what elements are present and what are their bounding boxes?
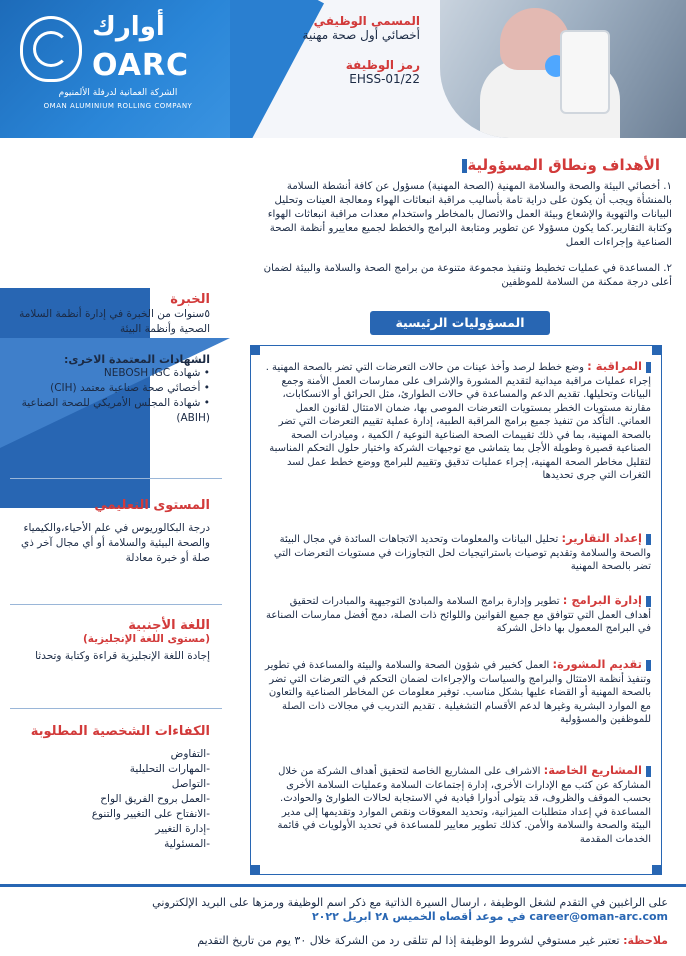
education-section — [0, 498, 210, 566]
job-title-value: أخصائي أول صحة مهنية — [302, 28, 420, 42]
goal-item-2: ٢. المساعدة في عمليات تخطيط وتنفيذ مجموعة متنوعة من برامج الصحة والسلامة والبيئة لضمان أعلى درجة ممكنة من السلامة للموظفين — [263, 263, 672, 288]
goals-section — [0, 138, 686, 288]
job-code-label: رمز الوظيفة — [345, 58, 420, 72]
corner-mark — [652, 865, 662, 875]
resp-item-advice: تقديم المشورة: العمل كخبير في شؤون الصحة والسلامة والبيئة والمساعدة في تطوير وتنفيذ أنظمة الامتثال والبرامج والسياسات والإجراءات لضمان التحكم في التعرضات التي تضر بالصحة المهنية أو القضاء عليها بشكل مناسب. توفير معلومات عن المخاطر الصناعية والتعاون مع الموارد البشرية وغيرها لدعم الأقسام التشغيلية . تقديم التدريب في مجالات ذات الصلة للموظفين والمسؤولية — [265, 657, 651, 725]
divider — [10, 604, 222, 605]
goals-title: الأهداف ونطاق المسؤولية — [456, 156, 660, 174]
cert-item: • شهادة NEBOSH IGC — [103, 367, 210, 379]
item-marker-icon — [646, 766, 651, 777]
corner-mark — [652, 345, 662, 355]
skills-section — [0, 724, 210, 852]
resp-item-projects: المشاريع الخاصة: الاشراف على المشاريع الخاصة لتحقيق أهداف الشركة من خلال المشاركة عن كثب مع الإدارات الأخرى، إدارة إجتماعات السلامة وعمليات السلامة الأخرى بحسب الموقف والظروف، قد يتولى أدوارا قيادية في الاستجابة لحالات الطوارئ والحوادث. المساعدة في إعداد متطلبات الميزانية، وتحديد المعوقات ونقص الموارد وتقديمها إلى مدير البيئة والصحة والسلامة والأمن. كذلك تطوير معايير للمساعدة في تحديد الأولويات في قائمة الخدمات المقدمة — [277, 763, 651, 845]
experience-text: ٥سنوات من الخبرة في إدارة أنظمة السلامة الصحية وأنظمة البيئة — [19, 308, 210, 335]
experience-section — [0, 292, 210, 426]
microscope-icon — [560, 30, 610, 114]
company-name-english: OARC — [92, 48, 190, 83]
company-name-arabic: أوارك — [92, 12, 165, 42]
experience-title: الخبرة — [170, 292, 210, 307]
divider — [10, 478, 222, 479]
goal-item-1: ١. أخصائي البيئة والصحة والسلامة المهنية (الصحة المهنية) مسؤول عن كافة أنشطة السلامة بالمنشأة ويجب أن يكون على دراية تامة بأساليب مراقبة انبعاثات الهواء ومعالجة العينات وتحليل البيانات والتهوية والإشعاع وبيئة العمل والاتصال بالمخاطر واستخدام معدات مراقبة انبعاثات الهواء وكتابة التقارير.كما يكون مسؤولا عن تطوير ومتابعة البرامج والخطط لجميع معاييرو أنظمة الصحة الصناعية وإجراءات العمل — [267, 181, 672, 248]
company-subtitle-english: OMAN ALUMINIUM ROLLING COMPANY — [43, 102, 193, 110]
corner-mark — [250, 865, 260, 875]
responsibilities-box — [250, 345, 662, 875]
item-marker-icon — [646, 660, 651, 671]
job-info — [250, 14, 420, 102]
item-marker-icon — [646, 362, 651, 373]
logo-panel — [0, 0, 230, 138]
skills-title: الكفاءات الشخصية المطلوبة — [30, 724, 210, 739]
skill-item: -إدارة التغيير — [155, 823, 210, 835]
footer-note — [18, 934, 668, 947]
footer-note-label: ملاحظة: — [623, 934, 668, 947]
divider — [10, 708, 222, 709]
header — [0, 0, 686, 138]
lab-photo — [440, 0, 686, 138]
cert-item: • شهادة المجلس الأمريكي للصحة الصناعية (ABIH) — [21, 397, 210, 424]
footer-email-line[interactable]: career@oman-arc.com في موعد أقصاه الخميس ٢٨ ابريل ٢٠٢٢ — [311, 910, 668, 923]
skill-item: -المسئولية — [164, 838, 210, 850]
item-marker-icon — [646, 534, 651, 545]
skill-item: -التواصل — [171, 778, 210, 790]
corner-mark — [250, 345, 260, 355]
resp-item-monitoring: المراقبة : وضع خطط لرصد وأخذ عينات من حالات التعرضات التي تضر بالصحة المهنية . إجراء عمليات مراقبة ميدانية لتقديم المشورة والإشراف على ممارسات العمل الأمنة وجمع البيانات وتحليلها. تقديم الدعم والمساعدة في حالات الطوارئ، مثل الحرائق أو الانسكابات، مقارنة مستويات الخطر بمستويات التعرضات الموصى بها، ضمان الامتثال لقانون العمل العماني. التأكد من تنفيذ جميع برامج المراقبة الطبية، إدارة عملية تقييم التعرضات التي تضر بالصحة المهنية، بما في ذلك تقييمات الصحة الصناعية النوعية / الكمية ، وميادرات الصحة الصناعية قصيرة وطويلة الأجل بما يتماشى مع توجيهات الشركة واختيار حلول التحكم المناسبة لتقليل مخاطر الصحة المهنية، إجراء عمليات تدقيق وتقييم للبرامج ووضع خطط عمل لسد الثغرات التي جرى تحديدها — [265, 359, 651, 481]
language-text: إجادة اللغة الإنجليزية قراءة وكتابة وتحدثا — [35, 650, 210, 662]
footer-note-text: تعتبر غير مستوفي لشروط الوظيفة إذا لم تتلقى رد من الشركة خلال ٣٠ يوم من تاريخ التقديم — [197, 934, 620, 947]
language-title: اللغة الأجنبية — [128, 618, 210, 633]
skill-item: -الانفتاح على التغيير والتنوع — [91, 808, 210, 820]
education-text: درجة البكالوريوس في علم الأحياء،والكيمياء والصحة البيئية والسلامة أو أي مجال آخر ذي صلة أو خبرة معادلة — [20, 522, 210, 564]
language-section — [0, 618, 210, 664]
skill-item: -التفاوض — [170, 748, 210, 760]
skills-list — [0, 747, 210, 852]
education-title: المستوى التعليمي — [94, 498, 210, 513]
footer-divider — [0, 884, 686, 887]
left-column — [0, 288, 232, 884]
cert-item: • أخصائي صحة صناعية معتمد (CIH) — [50, 382, 210, 394]
job-code-value: EHSS-01/22 — [349, 72, 420, 86]
certs-title: الشهادات المعتمدة الاخرى: — [63, 353, 210, 366]
responsibilities-title: المسؤوليات الرئيسية — [370, 311, 550, 335]
language-subtitle: (مستوى اللغة الإنجليزية) — [82, 633, 210, 645]
resp-item-programs: إدارة البرامج : تطوير وإدارة برامج السلامة والمبادئ التوجيهية والمبادرات لتحقيق أهداف العمل التي تتوافق مع جميع القوانين واللوائح ذات الصلة، دمج أفضل ممارسات الصناعة في البرامج المعمول بها داخل الشركة — [265, 593, 651, 634]
footer-apply-text: على الراغبين في التقدم لشغل الوظيفة ، ارسال السيرة الذاتية مع ذكر اسم الوظيفة ورمزها على البريد الإلكتروني — [152, 896, 668, 909]
skill-item: -المهارات التحليلية — [129, 763, 210, 775]
job-title-label: المسمى الوظيفي — [313, 14, 420, 28]
company-subtitle-arabic: الشركة العمانية لدرفلة الألمنيوم — [58, 88, 178, 98]
company-logo-icon — [20, 16, 82, 82]
skill-item: -العمل بروح الفريق الواح — [100, 793, 210, 805]
item-marker-icon — [646, 596, 651, 607]
resp-item-reporting: إعداد التقارير: تحليل البيانات والمعلومات وتحديد الاتجاهات السائدة في مجال البيئة والصحة والسلامة وتقديم توصيات باستراتيجيات لحل التجاوزات في مستويات التعرضات التي تضر بالصحة المهنية — [273, 531, 651, 572]
